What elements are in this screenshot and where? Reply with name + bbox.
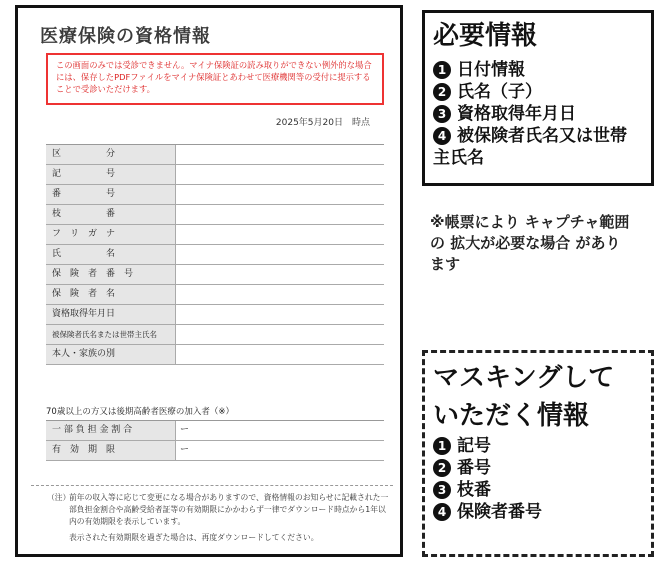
elderly-heading: 70歳以上の方又は後期高齢者医療の加入者（※） — [46, 407, 234, 417]
masking-info-box — [422, 350, 654, 557]
list-item — [433, 81, 643, 103]
footnote-text: 前年の収入等に応じて変更になる場合がありますので、資格情報のお知らせに記載された一部負担金割合や高齢受給者証等の有効期限にかかわらず一律でダウンロード時点から1年以内の有効期限を表示しています。 — [69, 493, 389, 526]
masking-title-line1: マスキングして — [433, 363, 615, 393]
item-text: 記号 — [457, 436, 491, 456]
item-text: 被保険者氏名又は世帯主氏名 — [433, 126, 627, 168]
notice-box: この画面のみでは受診できません。マイナ保険証の読み取りができない例外的な場合には、保存したPDFファイルをマイナ保険証とあわせて医療機関等の受付に提示することで受診いただけます。 — [46, 53, 384, 105]
field-value: ー — [180, 445, 190, 455]
required-info-box — [422, 10, 654, 186]
fields-table — [46, 144, 384, 365]
field-label: 区 分 — [46, 145, 176, 164]
item-text: 資格取得年月日 — [457, 104, 576, 124]
list-item — [433, 457, 643, 479]
list-item — [433, 103, 643, 125]
document-date: 2025年5月20日 時点 — [275, 118, 370, 128]
field-value — [176, 205, 384, 224]
field-value — [176, 285, 384, 304]
field-label: 氏 名 — [46, 245, 176, 264]
footnote-extra: 表示された有効期限を過ぎた場合は、再度ダウンロードしてください。 — [69, 533, 319, 542]
capture-note: ※帳票により キャプチャ範囲の 拡大が必要な場合 があります — [430, 213, 630, 273]
table-row — [46, 245, 384, 265]
item-text: 日付情報 — [457, 60, 525, 80]
field-value — [176, 185, 384, 204]
field-value — [176, 245, 384, 264]
table-row — [46, 185, 384, 205]
required-info-title: 必要情報 — [433, 21, 538, 51]
field-label: 保 険 者 名 — [46, 285, 176, 304]
field-value — [176, 305, 384, 324]
number-badge: 2 — [433, 83, 451, 101]
number-badge: 3 — [433, 481, 451, 499]
table-row — [46, 421, 384, 441]
list-item — [433, 479, 643, 501]
field-label: 資格取得年月日 — [46, 305, 176, 324]
field-label: 番 号 — [46, 185, 176, 204]
item-text: 枝番 — [457, 480, 491, 500]
number-badge: 2 — [433, 459, 451, 477]
list-item — [433, 125, 643, 169]
table-row — [46, 345, 384, 365]
field-label: 枝 番 — [46, 205, 176, 224]
field-value — [176, 325, 384, 344]
item-text: 氏名（子） — [457, 82, 542, 102]
footnote — [31, 485, 393, 555]
table-row — [46, 225, 384, 245]
field-label: 有 効 期 限 — [46, 441, 176, 460]
table-row — [46, 285, 384, 305]
table-row — [46, 305, 384, 325]
number-badge: 4 — [433, 503, 451, 521]
document-preview — [15, 5, 403, 557]
field-value — [176, 145, 384, 164]
document-title: 医療保険の資格情報 — [40, 26, 211, 47]
table-row — [46, 265, 384, 285]
field-value — [176, 345, 384, 364]
field-value — [176, 225, 384, 244]
field-label: 本人・家族の別 — [46, 345, 176, 364]
item-text: 保険者番号 — [457, 502, 542, 522]
field-label: 一 部 負 担 金 割 合 — [46, 421, 176, 440]
item-text: 番号 — [457, 458, 491, 478]
number-badge: 4 — [433, 127, 451, 145]
footnote-mark: （注） — [47, 493, 71, 502]
field-label: 記 号 — [46, 165, 176, 184]
table-row — [46, 205, 384, 225]
field-label: 被保険者氏名または世帯主氏名 — [46, 325, 176, 344]
field-value — [176, 265, 384, 284]
table-row — [46, 325, 384, 345]
table-row — [46, 441, 384, 461]
field-label: フ リ ガ ナ — [46, 225, 176, 244]
elderly-table — [46, 420, 384, 461]
table-row — [46, 165, 384, 185]
number-badge: 1 — [433, 437, 451, 455]
field-value — [176, 165, 384, 184]
list-item — [433, 435, 643, 457]
field-value: ー — [180, 425, 190, 435]
list-item — [433, 501, 643, 523]
list-item — [433, 59, 643, 81]
table-row — [46, 145, 384, 165]
number-badge: 1 — [433, 61, 451, 79]
field-label: 保 険 者 番 号 — [46, 265, 176, 284]
number-badge: 3 — [433, 105, 451, 123]
masking-title-line2: いただく情報 — [433, 401, 590, 431]
